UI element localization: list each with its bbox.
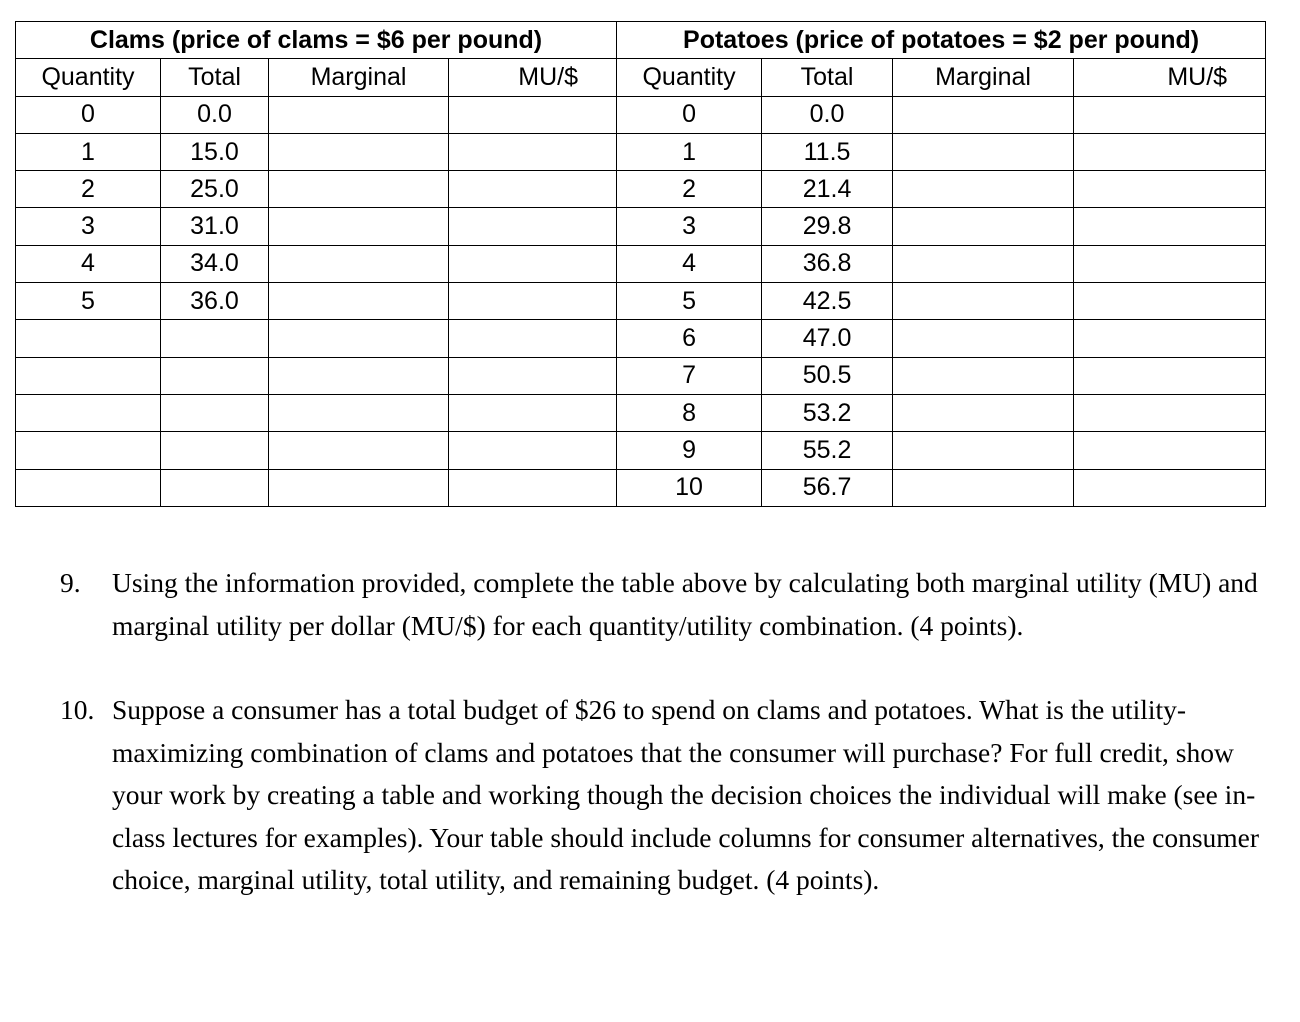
clams-marginal-cell	[269, 96, 449, 133]
clams-quantity-cell	[16, 394, 161, 431]
potatoes-quantity-cell: 1	[617, 133, 762, 170]
potatoes-total-cell: 53.2	[762, 394, 893, 431]
potatoes-mu-per-dollar-header: MU/$	[1074, 59, 1266, 96]
question-number: 9.	[60, 567, 81, 598]
clams-marginal-cell	[269, 133, 449, 170]
potatoes-quantity-header: Quantity	[617, 59, 762, 96]
clams-mu-per-dollar-cell	[449, 394, 617, 431]
potatoes-total-cell: 47.0	[762, 320, 893, 357]
clams-mu-per-dollar-cell	[449, 283, 617, 320]
clams-marginal-cell	[269, 208, 449, 245]
potatoes-quantity-cell: 4	[617, 245, 762, 282]
potatoes-marginal-cell	[893, 394, 1074, 431]
clams-quantity-cell: 1	[16, 133, 161, 170]
clams-total-cell	[161, 432, 269, 469]
clams-marginal-header: Marginal	[269, 59, 449, 96]
clams-mu-per-dollar-cell	[449, 245, 617, 282]
clams-total-cell	[161, 320, 269, 357]
table-body	[16, 96, 1266, 506]
table-row	[16, 133, 1266, 170]
clams-title: Clams (price of clams = $6 per pound)	[16, 22, 617, 59]
clams-quantity-cell: 0	[16, 96, 161, 133]
question-text: Suppose a consumer has a total budget of $26 to spend on clams and potatoes. What is the utility-maximizing combination of clams and potatoes that the consumer will purchase? For full credit, show your work by creating a table and working though the decision choices the individual will make (see in-class lectures for examples). Your table should include columns for consumer alternatives, the consumer choice, marginal utility, total utility, and remaining budget. (4 points).	[112, 694, 1260, 895]
table-row	[16, 320, 1266, 357]
clams-quantity-cell: 3	[16, 208, 161, 245]
question-text: Using the information provided, complete the table above by calculating both marginal utility (MU) and marginal utility per dollar (MU/$) for each quantity/utility combination. (4 points).	[112, 567, 1258, 641]
clams-quantity-header: Quantity	[16, 59, 161, 96]
question-10	[60, 689, 1270, 902]
potatoes-marginal-cell	[893, 133, 1074, 170]
potatoes-quantity-cell: 8	[617, 394, 762, 431]
potatoes-mu-per-dollar-cell	[1074, 245, 1266, 282]
potatoes-marginal-cell	[893, 96, 1074, 133]
potatoes-quantity-cell: 10	[617, 469, 762, 506]
questions-section	[60, 562, 1270, 944]
potatoes-total-cell: 11.5	[762, 133, 893, 170]
clams-marginal-cell	[269, 245, 449, 282]
clams-mu-per-dollar-cell	[449, 469, 617, 506]
potatoes-quantity-cell: 3	[617, 208, 762, 245]
potatoes-total-cell: 42.5	[762, 283, 893, 320]
utility-table	[15, 21, 1266, 507]
clams-quantity-cell: 5	[16, 283, 161, 320]
clams-total-cell: 25.0	[161, 171, 269, 208]
potatoes-marginal-cell	[893, 245, 1074, 282]
potatoes-quantity-cell: 0	[617, 96, 762, 133]
table-group-header-row	[16, 22, 1266, 59]
potatoes-marginal-cell	[893, 283, 1074, 320]
clams-total-cell	[161, 394, 269, 431]
clams-total-cell: 0.0	[161, 96, 269, 133]
potatoes-mu-per-dollar-cell	[1074, 432, 1266, 469]
table-row	[16, 245, 1266, 282]
question-9	[60, 562, 1270, 647]
clams-mu-per-dollar-cell	[449, 432, 617, 469]
clams-total-header: Total	[161, 59, 269, 96]
potatoes-title: Potatoes (price of potatoes = $2 per pound)	[617, 22, 1266, 59]
clams-marginal-cell	[269, 171, 449, 208]
clams-mu-per-dollar-cell	[449, 133, 617, 170]
clams-quantity-cell	[16, 320, 161, 357]
clams-marginal-cell	[269, 283, 449, 320]
clams-total-cell: 36.0	[161, 283, 269, 320]
clams-mu-per-dollar-cell	[449, 208, 617, 245]
table-row	[16, 357, 1266, 394]
clams-marginal-cell	[269, 432, 449, 469]
potatoes-quantity-cell: 6	[617, 320, 762, 357]
table-row	[16, 208, 1266, 245]
potatoes-quantity-cell: 5	[617, 283, 762, 320]
potatoes-mu-per-dollar-cell	[1074, 133, 1266, 170]
potatoes-total-cell: 29.8	[762, 208, 893, 245]
clams-quantity-cell	[16, 357, 161, 394]
clams-mu-per-dollar-cell	[449, 320, 617, 357]
clams-total-cell	[161, 469, 269, 506]
potatoes-mu-per-dollar-cell	[1074, 320, 1266, 357]
clams-mu-per-dollar-cell	[449, 96, 617, 133]
clams-mu-per-dollar-cell	[449, 171, 617, 208]
potatoes-marginal-cell	[893, 208, 1074, 245]
table-row	[16, 283, 1266, 320]
clams-mu-per-dollar-cell	[449, 357, 617, 394]
clams-marginal-cell	[269, 357, 449, 394]
question-number: 10.	[60, 694, 95, 725]
clams-quantity-cell: 4	[16, 245, 161, 282]
potatoes-mu-per-dollar-cell	[1074, 394, 1266, 431]
clams-quantity-cell	[16, 432, 161, 469]
potatoes-total-header: Total	[762, 59, 893, 96]
clams-quantity-cell: 2	[16, 171, 161, 208]
potatoes-mu-per-dollar-cell	[1074, 208, 1266, 245]
potatoes-quantity-cell: 9	[617, 432, 762, 469]
table-row	[16, 432, 1266, 469]
table-row	[16, 394, 1266, 431]
potatoes-mu-per-dollar-cell	[1074, 469, 1266, 506]
clams-total-cell: 34.0	[161, 245, 269, 282]
potatoes-total-cell: 56.7	[762, 469, 893, 506]
clams-total-cell: 31.0	[161, 208, 269, 245]
potatoes-total-cell: 55.2	[762, 432, 893, 469]
clams-marginal-cell	[269, 469, 449, 506]
table-column-header-row	[16, 59, 1266, 96]
potatoes-total-cell: 50.5	[762, 357, 893, 394]
potatoes-marginal-cell	[893, 432, 1074, 469]
potatoes-total-cell: 36.8	[762, 245, 893, 282]
potatoes-marginal-cell	[893, 357, 1074, 394]
clams-marginal-cell	[269, 320, 449, 357]
potatoes-mu-per-dollar-cell	[1074, 283, 1266, 320]
clams-total-cell	[161, 357, 269, 394]
table-row	[16, 469, 1266, 506]
potatoes-quantity-cell: 2	[617, 171, 762, 208]
potatoes-marginal-cell	[893, 320, 1074, 357]
potatoes-quantity-cell: 7	[617, 357, 762, 394]
potatoes-mu-per-dollar-cell	[1074, 96, 1266, 133]
clams-quantity-cell	[16, 469, 161, 506]
potatoes-marginal-cell	[893, 469, 1074, 506]
potatoes-total-cell: 21.4	[762, 171, 893, 208]
potatoes-marginal-cell	[893, 171, 1074, 208]
clams-total-cell: 15.0	[161, 133, 269, 170]
clams-marginal-cell	[269, 394, 449, 431]
clams-mu-per-dollar-header: MU/$	[449, 59, 617, 96]
potatoes-mu-per-dollar-cell	[1074, 357, 1266, 394]
table-row	[16, 96, 1266, 133]
potatoes-total-cell: 0.0	[762, 96, 893, 133]
table-row	[16, 171, 1266, 208]
potatoes-marginal-header: Marginal	[893, 59, 1074, 96]
potatoes-mu-per-dollar-cell	[1074, 171, 1266, 208]
